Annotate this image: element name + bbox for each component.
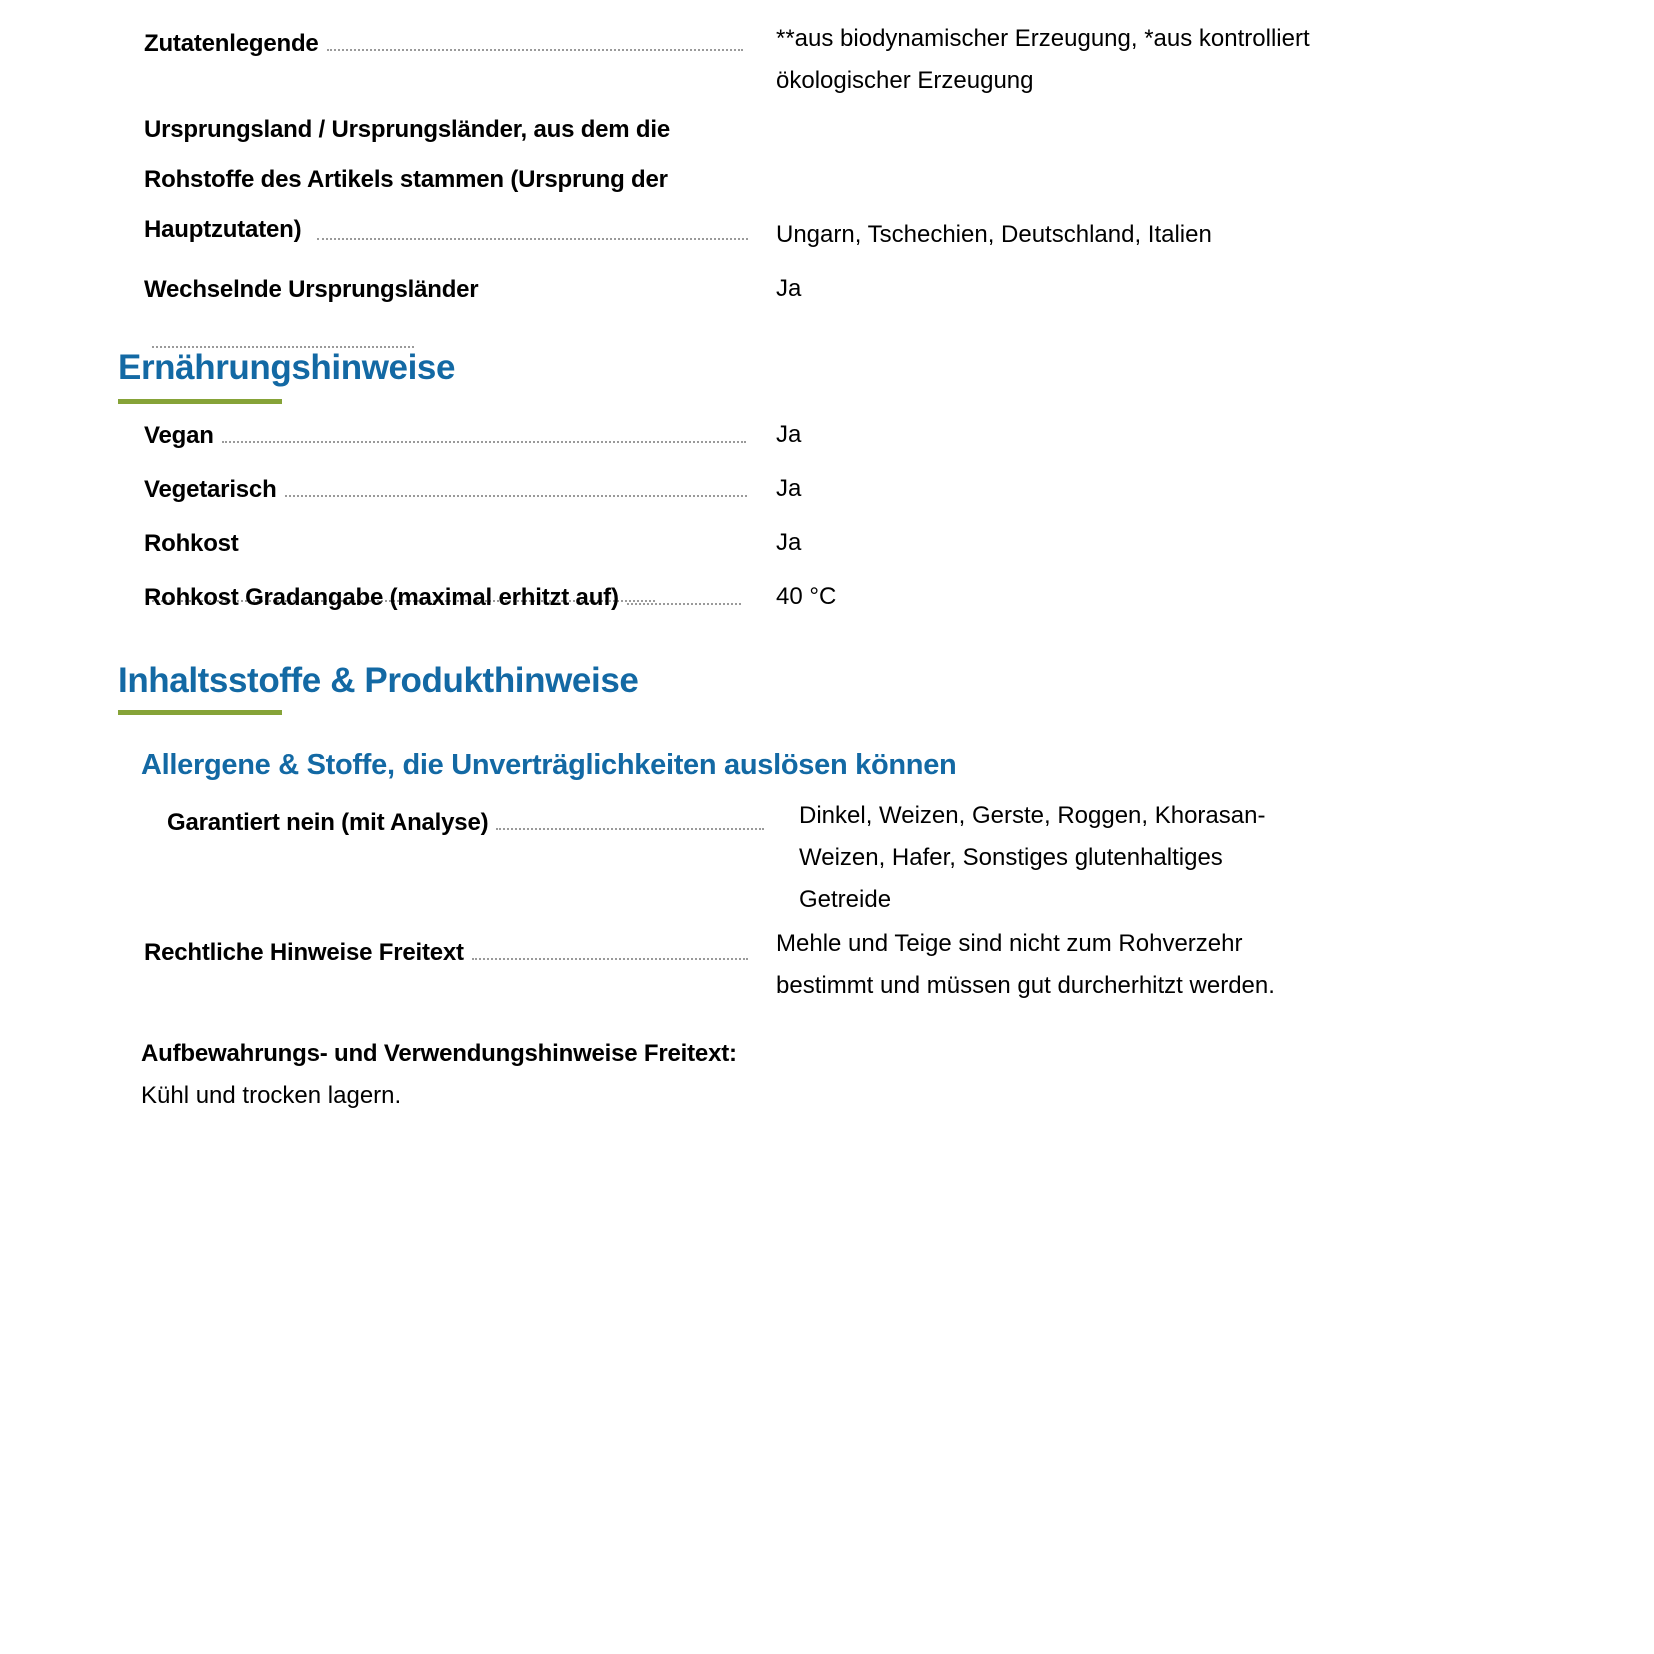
field-value: 40 °C	[776, 583, 837, 610]
field-value: Ja	[776, 529, 802, 556]
field-value: Ja	[776, 475, 802, 502]
field-label	[144, 105, 684, 255]
heading-underline	[118, 399, 282, 404]
field-value: Ja	[776, 421, 802, 448]
section-heading-ingredients: Inhaltsstoffe & Produkthinweise	[118, 661, 639, 700]
dot-leader	[327, 49, 743, 51]
field-label-text: Rohkost	[144, 530, 239, 557]
storage-notes-text: Kühl und trocken lagern.	[141, 1082, 402, 1109]
dot-leader	[317, 238, 748, 240]
field-label	[144, 572, 748, 623]
storage-notes-label: Aufbewahrungs- und Verwendungshinweise Freitext:	[141, 1040, 737, 1067]
dot-leader	[285, 495, 747, 497]
field-label	[144, 18, 748, 69]
field-label-text: Garantiert nein (mit Analyse)	[167, 809, 489, 836]
section-heading-nutrition: Ernährungshinweise	[118, 348, 456, 387]
field-value: Ungarn, Tschechien, Deutschland, Italien	[776, 221, 1212, 248]
field-label	[144, 464, 748, 515]
field-row-legal-notes	[144, 927, 1336, 1007]
field-value: Ja	[776, 275, 802, 302]
field-value: **aus biodynamischer Erzeugung, *aus kontrolliert ökologischer Erzeugung	[776, 25, 1310, 94]
heading-underline	[118, 710, 282, 715]
field-value: Dinkel, Weizen, Gerste, Roggen, Khorasan-Weizen, Hafer, Sonstiges glutenhaltiges Getreide	[799, 802, 1266, 913]
field-label-text: Zutatenlegende	[144, 30, 319, 57]
field-label-text: Ursprungsland / Ursprungsländer, aus dem die Rohstoffe des Artikels stammen (Ursprung der Hauptzutaten)	[144, 116, 670, 243]
field-value: Mehle und Teige sind nicht zum Rohverzehr bestimmt und müssen gut durcherhitzt werden.	[776, 930, 1275, 999]
field-row-guaranteed-no	[167, 797, 1319, 921]
field-row-ingredient-legend	[144, 18, 1336, 102]
field-row-origin-countries	[144, 105, 684, 255]
field-label-text: Rechtliche Hinweise Freitext	[144, 939, 464, 966]
subsection-heading-allergens: Allergene & Stoffe, die Unverträglichkeiten auslösen können	[141, 749, 957, 781]
field-row-vegan	[144, 410, 1336, 461]
field-label	[144, 927, 748, 978]
field-label-text: Wechselnde Ursprungsländer	[144, 276, 479, 303]
field-label-text: Vegan	[144, 422, 214, 449]
field-label-text: Vegetarisch	[144, 476, 277, 503]
dot-leader	[472, 958, 748, 960]
field-row-raw-food-degree	[144, 572, 1336, 623]
dot-leader	[496, 828, 764, 830]
dot-leader	[222, 441, 746, 443]
field-label	[167, 797, 771, 848]
field-label-text: Rohkost Gradangabe (maximal erhitzt auf)	[144, 584, 619, 611]
dot-leader	[627, 603, 741, 605]
field-label	[144, 410, 748, 461]
field-row-vegetarian	[144, 464, 1336, 515]
